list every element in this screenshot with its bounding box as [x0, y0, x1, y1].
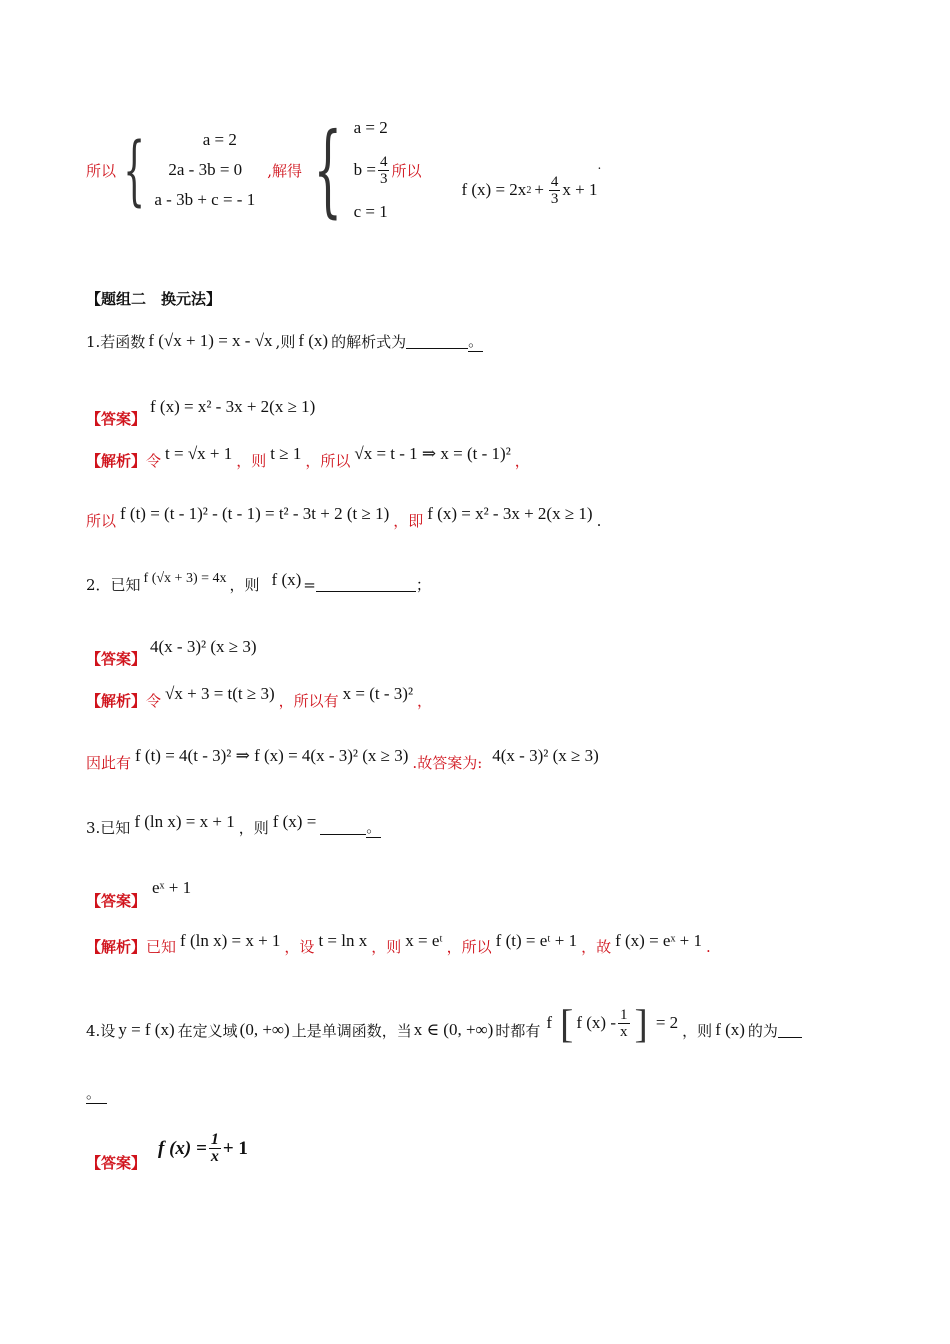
system2-row-b: b = $\frac{4}{3}$ — [353, 153, 388, 187]
question-4: 4.设 y = f (x) 在定义域 (0, +∞) 上是单调函数，当 x ∈ (0, +∞) 时都有 f [ f (x) - $\frac{1}{x}$ ] = 2 ，则 f (x) 的为 — [86, 1010, 802, 1050]
q1-expression: f (√x + 1) = x - √x — [148, 331, 273, 350]
fraction-4-3: $\frac{4}{3}$ — [550, 173, 559, 207]
section-title: 【题组二 换元法】 — [86, 290, 222, 308]
system1-row-2: 2a - 3b = 0 — [168, 160, 243, 179]
q3-analysis: 【解析】 已知 f (ln x) = x + 1 ，设 t = ln x ，则 x = eᵗ ，所以 f (t) = eᵗ + 1 ，故 f (x) = eˣ + 1 . — [86, 930, 711, 956]
fraction-1-x: $\frac{1}{x}$ — [210, 1131, 219, 1165]
answer-blank[interactable] — [316, 577, 416, 592]
equation-system-2 — [302, 111, 391, 228]
system2-row-c: c = 1 — [353, 202, 388, 221]
q1-analysis-line-2: 所以 f (t) = (t - 1)² - (t - 1) = t² - 3t + 2 (t ≥ 1) ，即 f (x) = x² - 3x + 2(x ≥ 1) . — [86, 503, 602, 530]
q4-answer: 【答案】 f (x) = $\frac{1}{x}$ + 1 — [86, 1131, 248, 1172]
text-suoyi-2: 所以 — [391, 161, 422, 180]
q4-answer-expression: f (x) = $\frac{1}{x}$ + 1 — [158, 1131, 248, 1165]
equation-system-1 — [116, 125, 256, 214]
system-solution-line: 所以 { a = 2 2a - 3b = 0 a - 3b + c = - 1 ,解得 { a = 2 b = $\frac{4}{3}$ c = 1 所以 f (x) = 2x 2 + $\frac{4}{3}$ x + 1 . — [86, 111, 602, 228]
q4-blank-continuation: 。 — [86, 1082, 107, 1104]
q3-answer: 【答案】 eˣ + 1 — [86, 877, 192, 910]
q2-expression: f (√x + 3) = 4x — [143, 570, 227, 586]
left-brace-icon: { — [123, 125, 146, 214]
answer-blank[interactable] — [320, 820, 366, 835]
right-bracket-icon: ] — [634, 1000, 648, 1046]
q2-analysis-line-2: 因此有 f (t) = 4(t - 3)² ⇒ f (x) = 4(x - 3)² (x ≥ 3) .故答案为: 4(x - 3)² (x ≥ 3) — [86, 745, 599, 772]
question-2: 2．已知 f (√x + 3) = 4x ，则 f (x) = ； — [86, 569, 431, 594]
left-brace-icon: { — [313, 111, 343, 228]
text-jiede: ,解得 — [267, 161, 302, 180]
answer-blank[interactable] — [406, 334, 468, 349]
q1-answer: 【答案】 f (x) = x² - 3x + 2(x ≥ 1) — [86, 396, 316, 428]
answer-blank[interactable] — [778, 1023, 802, 1038]
question-3: 3.已知 f (ln x) = x + 1 ，则 f (x) = 。 — [86, 812, 382, 837]
text-suoyi: 所以 — [86, 161, 117, 180]
q2-answer: 【答案】 4(x - 3)² (x ≥ 3) — [86, 636, 257, 668]
q2-analysis-line-1: 【解析】 令 √x + 3 = t(t ≥ 3) ，所以有 x = (t - 3)² ， — [86, 683, 433, 710]
system1-row-1: a = 2 — [202, 130, 237, 149]
q4-condition-expression: f [ f (x) - $\frac{1}{x}$ ] = 2 — [546, 1000, 679, 1046]
q1-analysis-line-1: 【解析】 令 t = √x + 1 ，则 t ≥ 1 ，所以 √x = t - 1 ⇒ x = (t - 1)² ， — [86, 443, 530, 470]
system1-row-3: a - 3b + c = - 1 — [154, 190, 256, 209]
result-expression: f (x) = 2x 2 + $\frac{4}{3}$ x + 1 — [461, 173, 598, 207]
left-bracket-icon: [ — [560, 1000, 574, 1046]
system2-row-a: a = 2 — [353, 118, 388, 137]
question-1: 1.若函数 f (√x + 1) = x - √x ,则 f (x) 的解析式为 。 — [86, 331, 484, 351]
fraction-1-x: $\frac{1}{x}$ — [620, 1006, 628, 1040]
fraction-4-3: $\frac{4}{3}$ — [379, 153, 388, 187]
